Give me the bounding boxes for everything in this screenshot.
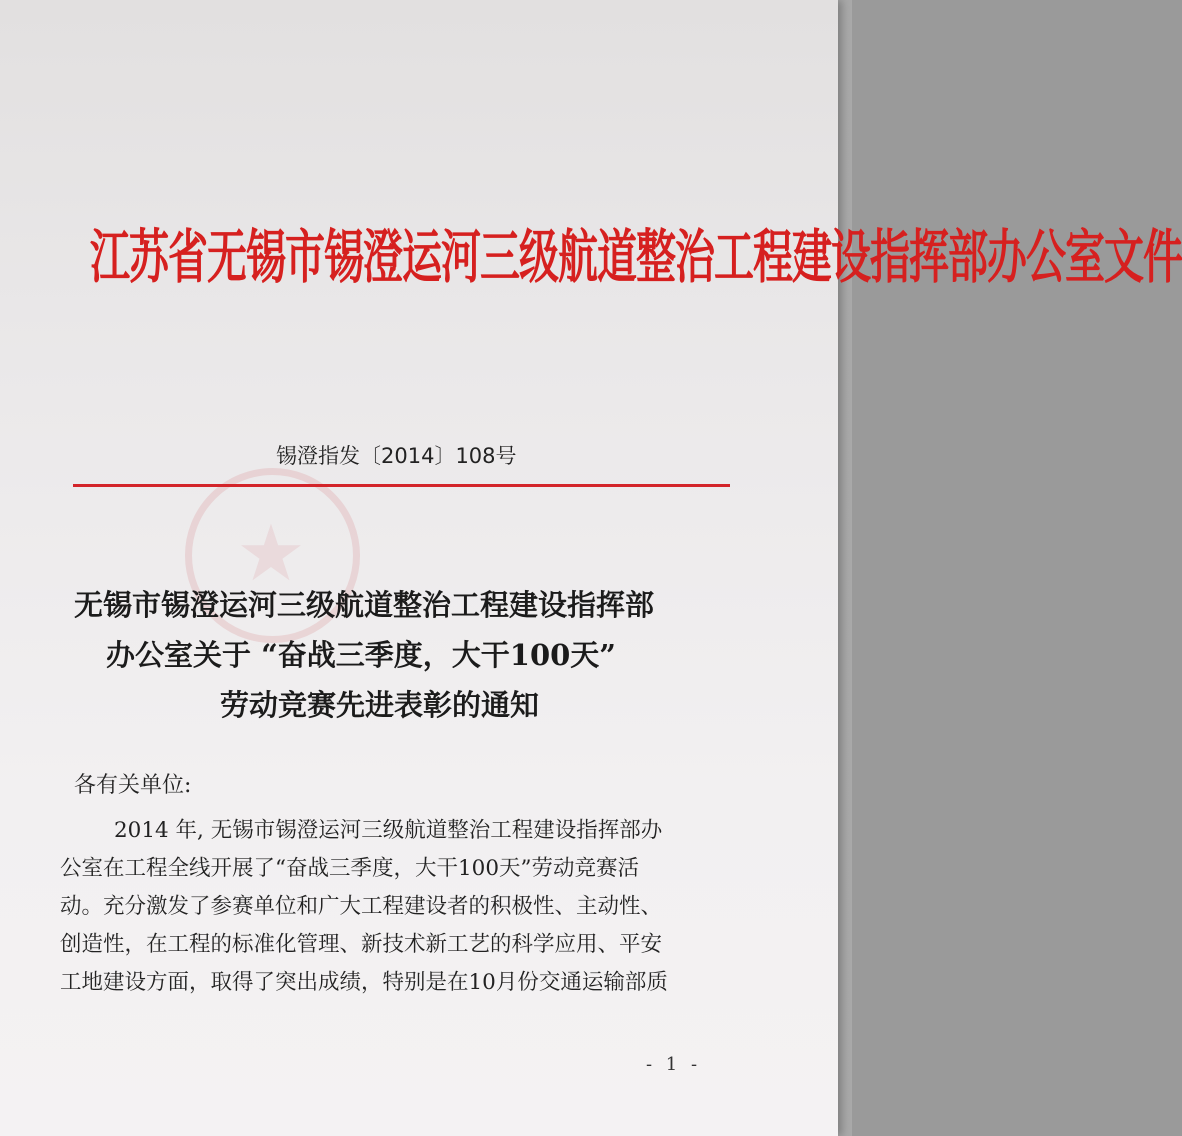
notice-title-line-1: 无锡市锡澄运河三级航道整治工程建设指挥部 (74, 588, 655, 622)
body-paragraph (60, 812, 760, 1002)
body-line: 2014 年, 无锡市锡澄运河三级航道整治工程建设指挥部办 (114, 818, 663, 843)
document-header-title: 江苏省无锡市锡澄运河三级航道整治工程建设指挥部办公室文件 (90, 224, 1182, 292)
body-line: 动。充分激发了参赛单位和广大工程建设者的积极性、主动性、 (60, 894, 663, 919)
notice-title (60, 580, 780, 730)
page-number: - 1 - (646, 1054, 702, 1075)
body-line: 创造性，在工程的标准化管理、新技术新工艺的科学应用、平安 (60, 932, 663, 957)
red-divider (73, 484, 730, 487)
body-line: 工地建设方面，取得了突出成绩，特别是在10月份交通运输部质 (60, 970, 668, 995)
body-line: 公室在工程全线开展了“奋战三季度，大干100天”劳动竞赛活 (60, 856, 640, 881)
notice-title-line-3: 劳动竞赛先进表彰的通知 (220, 688, 540, 722)
seal-star-icon: ★ (236, 509, 306, 599)
salutation: 各有关单位: (74, 773, 192, 798)
document-number: 锡澄指发〔2014〕108号 (276, 444, 517, 468)
notice-title-line-2: 办公室关于 “奋战三季度，大干100天” (106, 638, 616, 672)
